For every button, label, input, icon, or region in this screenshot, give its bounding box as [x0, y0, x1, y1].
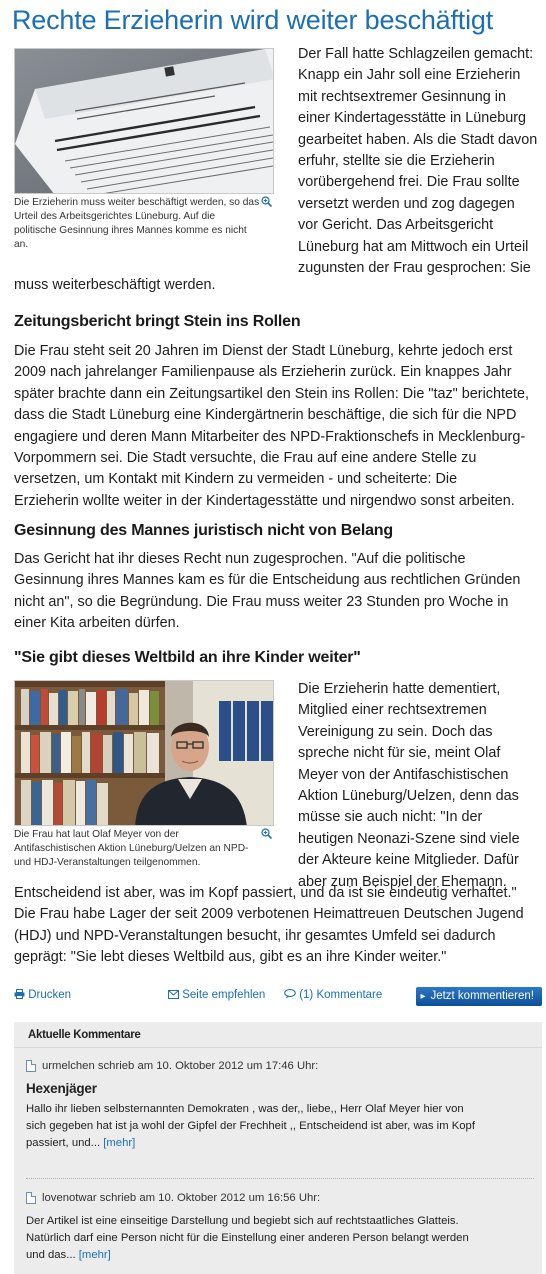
comment-line: [26, 1247, 534, 1264]
comment-meta-text: lovenotwar schrieb am 10. Oktober 2012 um 16:56 Uhr:: [42, 1192, 321, 1204]
paragraph-line: Aktion Lüneburg/Uelzen, denn das: [298, 788, 519, 805]
paragraph-line: Die Erzieherin hatte dementiert,: [298, 681, 501, 697]
intro-line: Der Fall hatte Schlagzeilen gemacht:: [298, 46, 534, 62]
comment-now-button[interactable]: ▸ Jetzt kommentieren!: [416, 987, 542, 1006]
intro-line: Knapp ein Jahr soll eine Erzieherin: [298, 67, 521, 84]
read-more-link[interactable]: [mehr]: [103, 1137, 136, 1149]
section-1-paragraph: [14, 341, 544, 512]
comment-line: Hallo ihr lieben selbsternannten Demokraten , was der,, liebe,, Herr Olaf Meyer hier von: [26, 1103, 464, 1115]
paragraph-line: einer Kita arbeiten dürfen.: [14, 615, 180, 632]
comment-line: sich gegeben hat ist ja wohl der Gipfel der Frechheit ,, Entscheidend ist aber, was im Kopf: [26, 1120, 475, 1132]
read-more-link[interactable]: [mehr]: [78, 1249, 111, 1261]
intro-line: versetzt werden und zog dagegen: [298, 195, 515, 212]
paragraph-line: müsse sie auch nicht: "In der: [298, 809, 483, 826]
figure-caption-text: Die Erzieherin muss weiter beschäftigt werden, so das Urteil des Arbeitsgerichtes Lüneburg. Auf die politische Gesinnung ihres Mannes komme es nicht an.: [14, 197, 260, 250]
comment-body: [26, 1101, 534, 1152]
figure-caption: [14, 828, 276, 870]
paragraph-line: Gesinnung ihres Mannes kam es für die Entscheidung aus rechtlichen Gründen: [14, 572, 521, 589]
section-2-paragraph: [14, 549, 544, 635]
paragraph-line: der Akteure keine Mitglieder. Dafür: [298, 852, 519, 869]
paragraph-line: Das Gericht hat ihr dieses Recht nun zugesprochen. "Auf die politische: [14, 551, 466, 567]
intro-line: erfuhr, stellte sie die Erzieherin: [298, 153, 495, 170]
document-icon: [26, 1192, 36, 1204]
comments-heading: Aktuelle Kommentare: [14, 1022, 542, 1048]
paragraph-line: Entscheidend ist aber, was im Kopf passiert, und da ist sie eindeutig verhaftet.": [14, 885, 517, 901]
recommend-label: Seite empfehlen: [182, 989, 266, 1001]
article-figure-1: [14, 48, 276, 252]
intro-line: einer Kindertagesstätte in Lüneburg: [298, 110, 527, 127]
comment-meta: [26, 1058, 534, 1075]
paragraph-line: nicht an", so die Begründung. Die Frau muss weiter 23 Stunden pro Woche in: [14, 593, 509, 610]
paragraph-line: engagiere und deren Mann Mitarbeiter des NPD-Fraktionschefs in Mecklenburg-: [14, 428, 526, 445]
paragraph-line: Meyer von der Antifaschistischen: [298, 766, 509, 783]
intro-line: gearbeitet haben. Als die Stadt davon: [298, 131, 538, 148]
comment-line: [26, 1135, 534, 1152]
article-toolbar: [14, 985, 542, 1009]
comment-line: Natürlich darf eine Person nicht für die Einstellung einer anderen Person belangt werden: [26, 1232, 469, 1244]
paragraph-line: Die Frau habe Lager der seit 2009 verbotenen Heimattreuen Deutschen Jugend: [14, 906, 524, 923]
print-link[interactable]: [14, 989, 71, 1001]
paragraph-line: spreche nicht für sie, meint Olaf: [298, 745, 501, 762]
paragraph-line: aber zum Beispiel der Ehemann.: [298, 873, 507, 890]
comment-line-text: und das...: [26, 1249, 79, 1261]
article-figure-2: [14, 680, 276, 870]
comment-item: [26, 1058, 534, 1152]
document-icon: [26, 1060, 36, 1072]
intro-line: vor Gericht. Das Arbeitsgericht: [298, 217, 494, 234]
portrait-photo-image: [15, 681, 274, 826]
intro-line: vorübergehend frei. Die Frau sollte: [298, 174, 520, 191]
speech-bubble-icon: [284, 989, 296, 999]
intro-line: mit rechtsextremer Gesinnung in: [298, 88, 506, 105]
paragraph-line: heutigen Neonazi-Szene sind viele: [298, 830, 520, 847]
document-photo-image: [15, 49, 274, 194]
paragraph-line: 2009 nach jahrelanger Familienpause als Erzieherin zurück. Ein knappes Jahr: [14, 364, 512, 381]
zoom-in-icon[interactable]: [261, 196, 272, 207]
figure-caption: [14, 196, 276, 252]
comments-label: (1) Kommentare: [299, 989, 383, 1001]
paragraph-line: versetzen, um Kontakt mit Kindern zu vermeiden - und scheiterte: Die: [14, 471, 458, 488]
section-heading-3: "Sie gibt dieses Weltbild an ihre Kinder weiter": [14, 649, 361, 666]
document-photo[interactable]: [14, 48, 274, 194]
figure-caption-text: Die Frau hat laut Olaf Meyer von der Antifaschistischen Aktion Lüneburg/Uelzen an NPD- und HDJ-Veranstaltungen teilgenommen.: [14, 829, 249, 868]
section-3-side-paragraph: [298, 679, 544, 893]
paragraph-line: Mitglied einer rechtsextremen: [298, 702, 487, 719]
comment-item: [26, 1190, 534, 1264]
intro-paragraph: [298, 44, 544, 279]
section-3-paragraph: [14, 883, 544, 969]
recommend-link[interactable]: [168, 989, 265, 1001]
comments-link[interactable]: [284, 989, 382, 1001]
paragraph-line: geprägt: "Sie lebt dieses Weltbild aus, gibt es an ihre Kinder weiter.": [14, 949, 447, 966]
comment-divider: [26, 1178, 534, 1179]
printer-icon: [14, 989, 25, 999]
intro-tail: muss weiterbeschäftigt werden.: [14, 277, 216, 293]
comment-line: Der Artikel ist eine einseitige Darstellung und begiebt sich auf rechtstaatliches Glatteis.: [26, 1215, 459, 1227]
paragraph-line: (HDJ) und NPD-Veranstaltungen besucht, ihr gesamtes Umfeld sei dadurch: [14, 927, 496, 944]
paragraph-line: Vorpommern sei. Die Stadt versuchte, die Frau auf eine andere Stelle zu: [14, 450, 477, 467]
comments-box: [14, 1022, 542, 1274]
comment-line-text: passiert, und...: [26, 1137, 104, 1149]
print-label: Drucken: [28, 989, 72, 1001]
section-heading-1: Zeitungsbericht bringt Stein ins Rollen: [14, 313, 301, 330]
portrait-photo[interactable]: [14, 680, 274, 826]
section-heading-2: Gesinnung des Mannes juristisch nicht von Belang: [14, 522, 393, 539]
paragraph-line: Die Frau steht seit 20 Jahren im Dienst der Stadt Lüneburg, kehrte jedoch erst: [14, 343, 513, 359]
paragraph-line: Vereinigung zu sein. Doch das: [298, 723, 493, 740]
zoom-in-icon[interactable]: [261, 828, 272, 839]
article-title: Rechte Erzieherin wird weiter beschäftigt: [12, 5, 494, 35]
comment-meta-text: urmelchen schrieb am 10. Oktober 2012 um 17:46 Uhr:: [42, 1060, 319, 1072]
intro-line: Lüneburg hat am Mittwoch ein Urteil: [298, 238, 529, 255]
comment-meta: [26, 1190, 534, 1207]
comment-body: [26, 1213, 534, 1264]
comment-title[interactable]: Hexenjäger: [26, 1081, 97, 1096]
envelope-icon: [168, 990, 179, 999]
paragraph-line: später brachte dann ein Zeitungsartikel den Stein ins Rollen: Die "taz" berichtete,: [14, 385, 529, 402]
paragraph-line: Erzieherin wollte weiter in der Kindertagesstätte und nirgendwo sonst arbeiten.: [14, 492, 515, 509]
intro-line: zugunsten der Frau gesprochen: Sie: [298, 260, 531, 277]
paragraph-line: dass die Stadt Lüneburg eine Kindergärtnerin beschäftige, die sich für die NPD: [14, 407, 517, 424]
